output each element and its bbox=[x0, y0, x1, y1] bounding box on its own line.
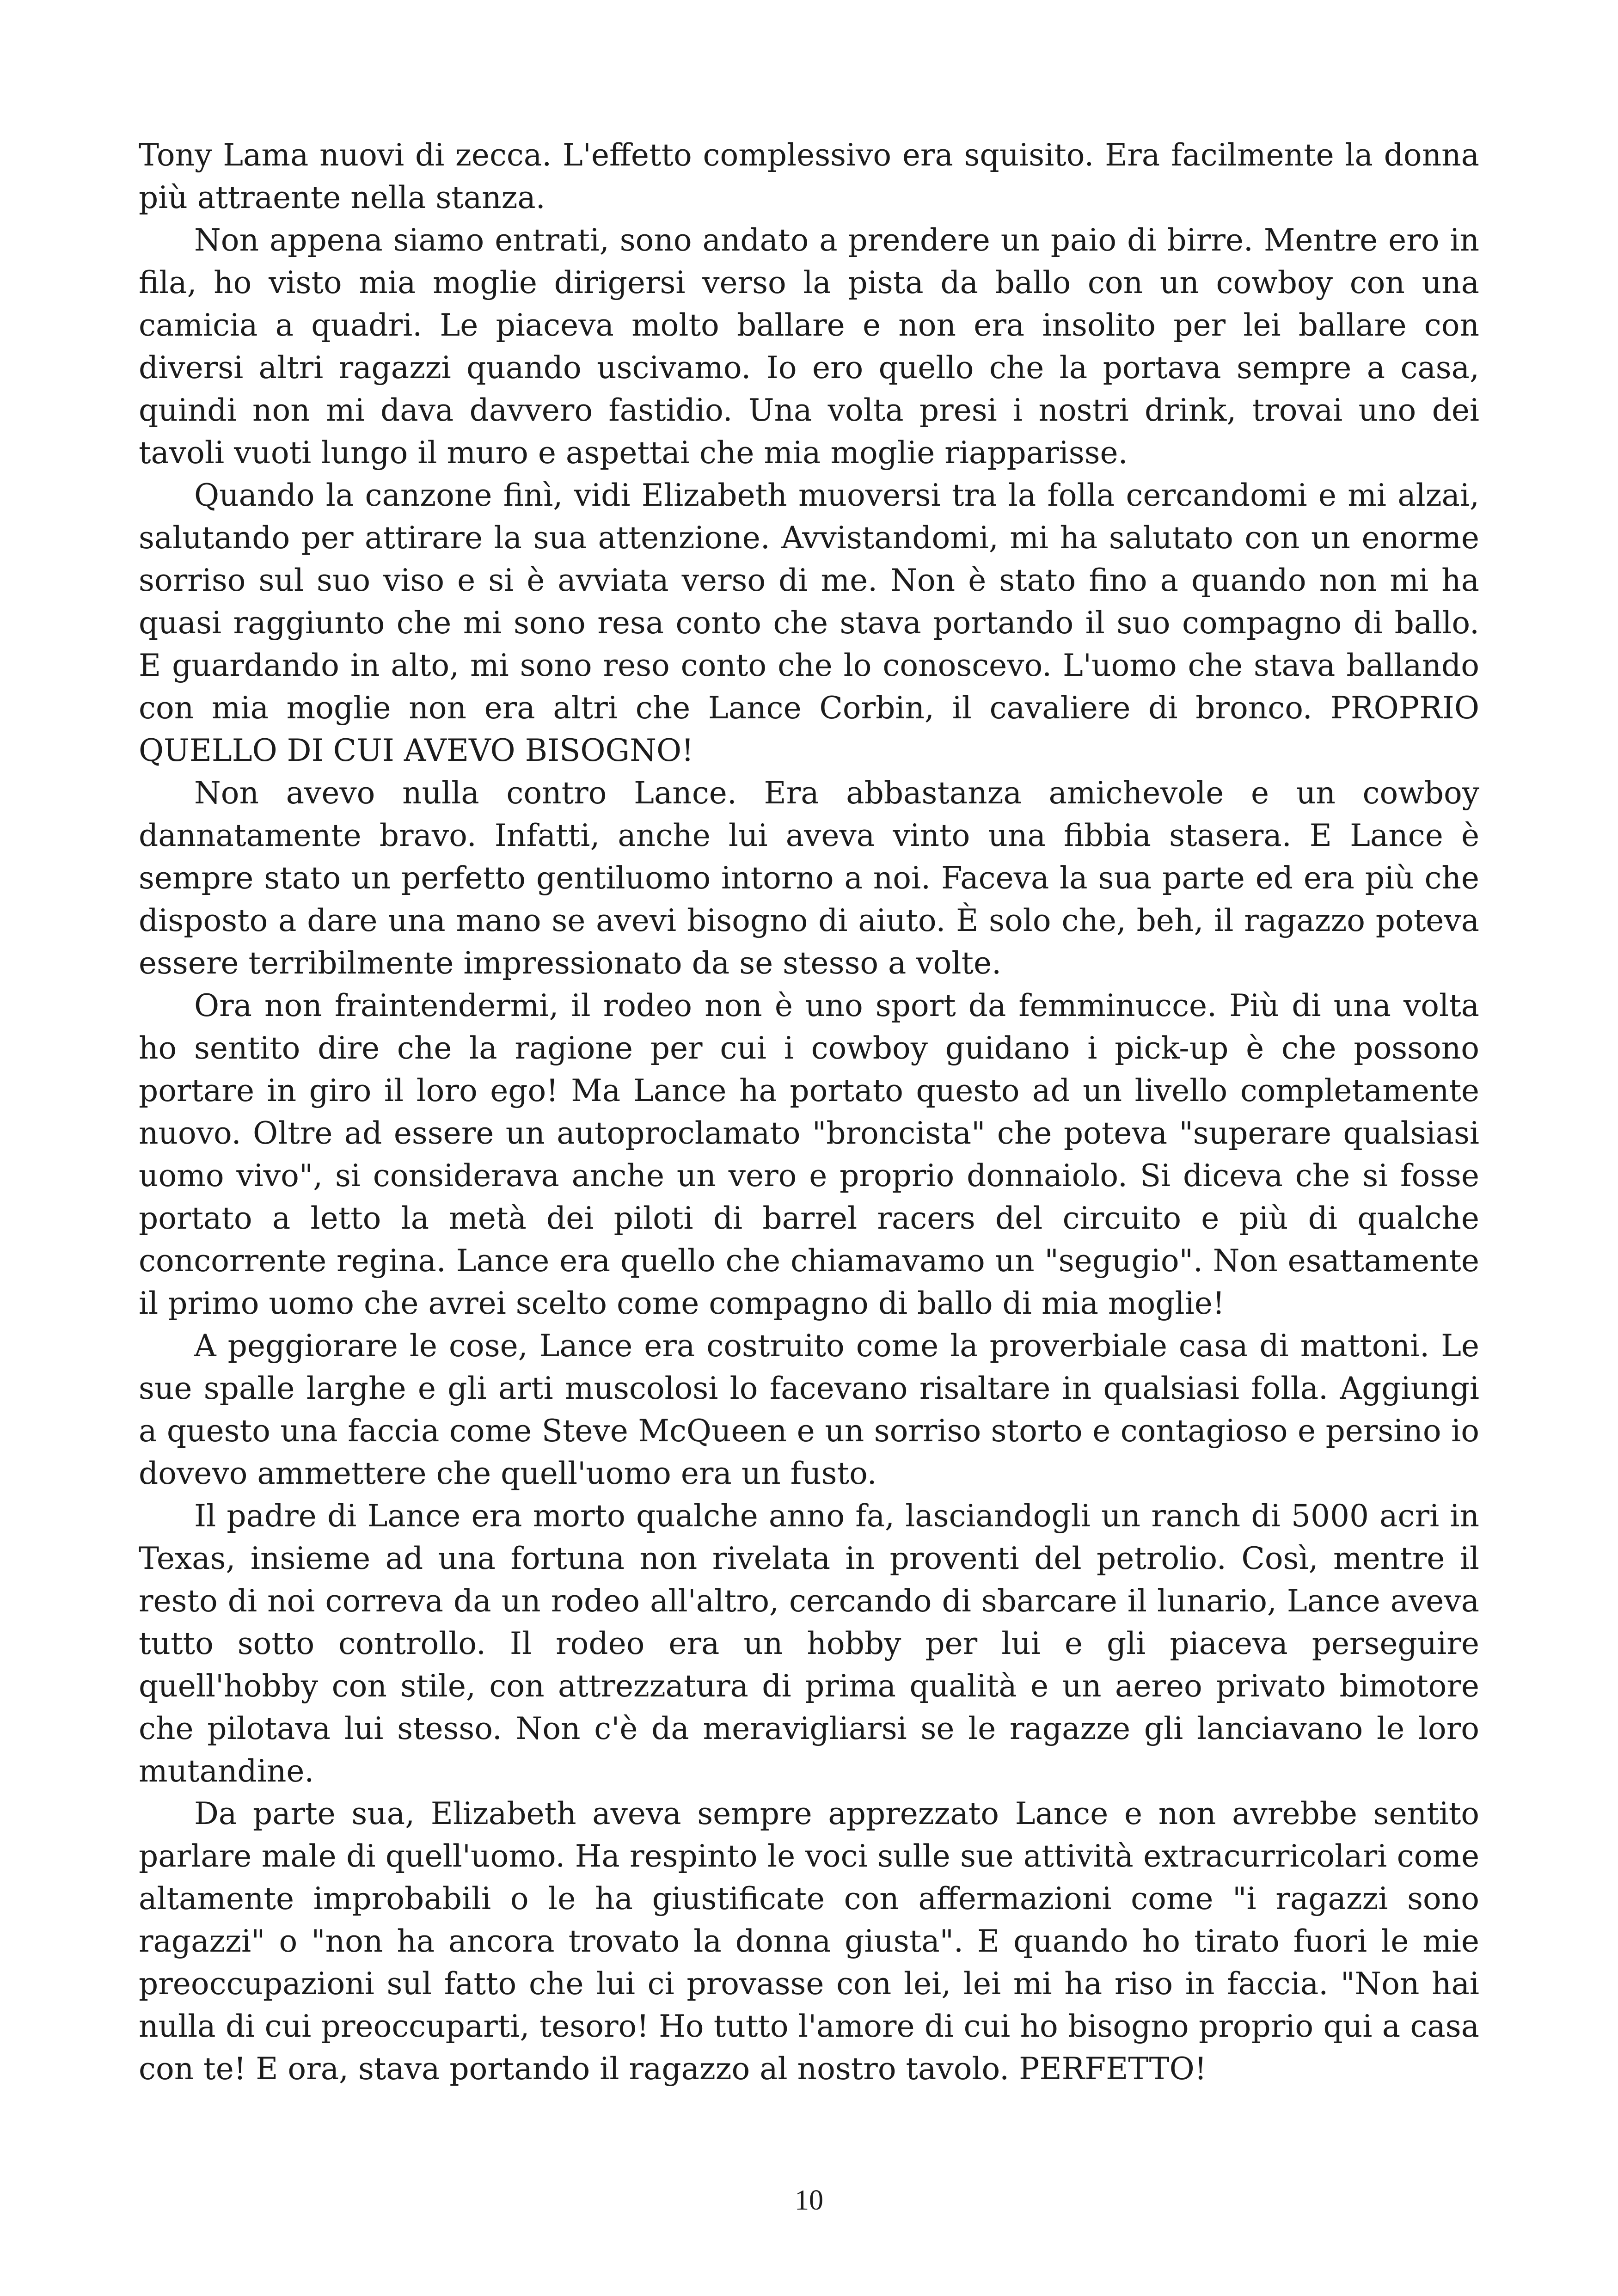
paragraph-2: Non appena siamo entrati, sono andato a prendere un paio di birre. Mentre ero in fila, ho visto mia moglie dirigersi verso la pista da ballo con un cowboy con una camicia a quadri. Le piaceva molto ballare e non era insolito per lei ballare con diversi altri ragazzi quando uscivamo. Io ero quello che la portava sempre a casa, quindi non mi dava davvero fastidio. Una volta presi i nostri drink, trovai uno dei tavoli vuoti lungo il muro e aspettai che mia moglie riapparisse. bbox=[139, 222, 1479, 471]
paragraph-7: Il padre di Lance era morto qualche anno fa, lasciandogli un ranch di 5000 acri in Texas, insieme ad una fortuna non rivelata in proventi del petrolio. Così, mentre il resto di noi correva da un rodeo all'altro, cercando di sbarcare il lunario, Lance aveva tutto sotto controllo. Il rodeo era un hobby per lui e gli piaceva perseguire quell'hobby con stile, con attrezzatura di prima qualità e un aereo privato bimotore che pilotava lui stesso. Non c'è da meravigliarsi se le ragazze gli lanciavano le loro mutandine. bbox=[139, 1498, 1479, 1789]
paragraph-6: A peggiorare le cose, Lance era costruito come la proverbiale casa di mattoni. Le sue spalle larghe e gli arti muscolosi lo facevano risaltare in qualsiasi folla. Aggiungi a questo una faccia come Steve McQueen e un sorriso storto e contagioso e persino io dovevo ammettere che quell'uomo era un fusto. bbox=[139, 1328, 1479, 1491]
paragraph-4: Non avevo nulla contro Lance. Era abbastanza amichevole e un cowboy dannatamente bravo. Infatti, anche lui aveva vinto una fibbia stasera. E Lance è sempre stato un perfetto gentiluomo intorno a noi. Faceva la sua parte ed era più che disposto a dare una mano se avevi bisogno di aiuto. È solo che, beh, il ragazzo poteva essere terribilmente impressionato da se stesso a volte. bbox=[139, 775, 1479, 981]
paragraph-1: Tony Lama nuovi di zecca. L'effetto complessivo era squisito. Era facilmente la donna più attraente nella stanza. bbox=[139, 137, 1479, 215]
paragraph-3: Quando la canzone finì, vidi Elizabeth muoversi tra la folla cercandomi e mi alzai, salutando per attirare la sua attenzione. Avvistandomi, mi ha salutato con un enorme sorriso sul suo viso e si è avviata verso di me. Non è stato fino a quando non mi ha quasi raggiunto che mi sono resa conto che stava portando il suo compagno di ballo. E guardando in alto, mi sono reso conto che lo conoscevo. L'uomo che stava ballando con mia moglie non era altri che Lance Corbin, il cavaliere di bronco. PROPRIO QUELLO DI CUI AVEVO BISOGNO! bbox=[139, 478, 1479, 768]
body-text bbox=[139, 134, 1479, 2090]
paragraph-8: Da parte sua, Elizabeth aveva sempre apprezzato Lance e non avrebbe sentito parlare male di quell'uomo. Ha respinto le voci sulle sue attività extracurricolari come altamente improbabili o le ha giustificate con affermazioni come "i ragazzi sono ragazzi" o "non ha ancora trovato la donna giusta". E quando ho tirato fuori le mie preoccupazioni sul fatto che lui ci provasse con lei, lei mi ha riso in faccia. "Non hai nulla di cui preoccuparti, tesoro! Ho tutto l'amore di cui ho bisogno proprio qui a casa con te! E ora, stava portando il ragazzo al nostro tavolo. PERFETTO! bbox=[139, 1796, 1479, 2087]
page-number: 10 bbox=[795, 2185, 823, 2216]
paragraph-5: Ora non fraintendermi, il rodeo non è uno sport da femminucce. Più di una volta ho sentito dire che la ragione per cui i cowboy guidano i pick-up è che possono portare in giro il loro ego! Ma Lance ha portato questo ad un livello completamente nuovo. Oltre ad essere un autoproclamato "broncista" che poteva "superare qualsiasi uomo vivo", si considerava anche un vero e proprio donnaiolo. Si diceva che si fosse portato a letto la metà dei piloti di barrel racers del circuito e più di qualche concorrente regina. Lance era quello che chiamavamo un "segugio". Non esattamente il primo uomo che avrei scelto come compagno di ballo di mia moglie! bbox=[139, 988, 1479, 1321]
